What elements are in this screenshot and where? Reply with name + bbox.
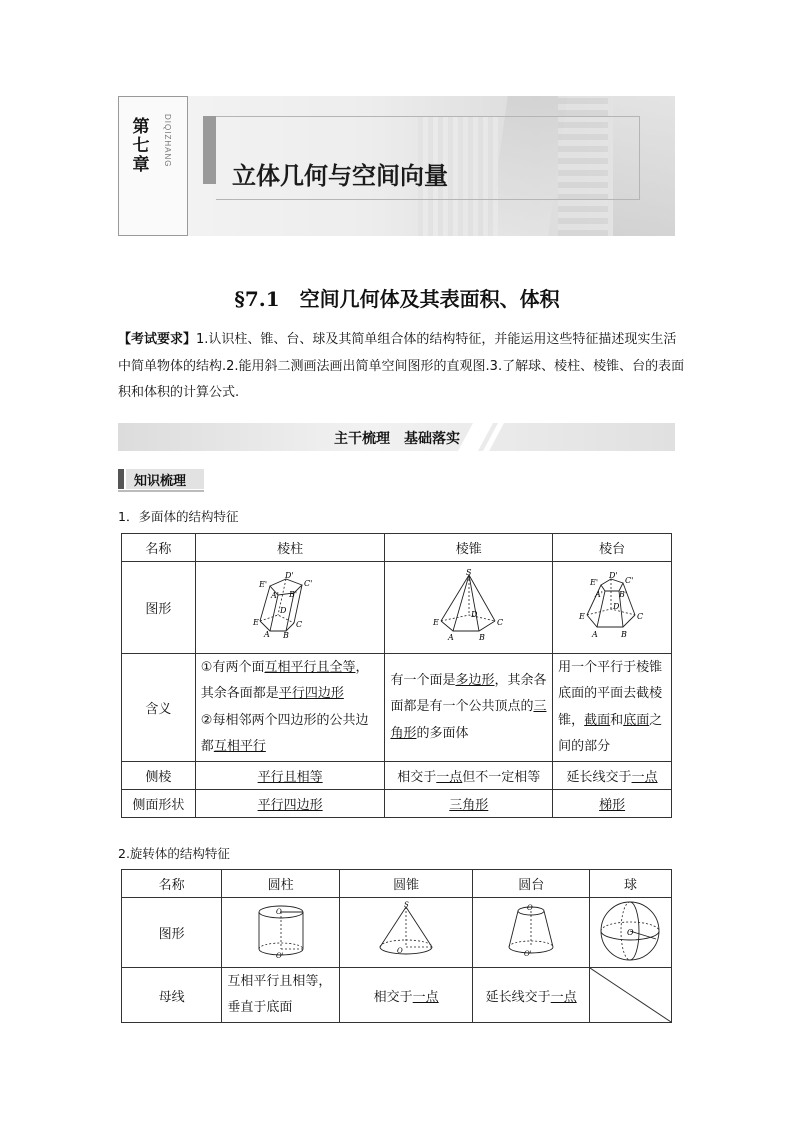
polyhedra-heading: 1．多面体的结构特征 [118,509,239,524]
knowledge-label: 知识梳理 [134,474,187,489]
frustum-figure-cell [553,562,672,654]
svg-text:C: C [496,617,503,627]
column-header: 球 [589,870,671,898]
text: ①有两个面 [200,659,265,675]
svg-text:D: D [280,605,287,615]
rotation-heading: 2.旋转体的结构特征 [118,846,230,861]
svg-text:A': A' [271,590,280,600]
svg-text:D': D' [285,570,294,580]
section-title: §7.1 空间几何体及其表面积、体积 [234,287,560,311]
answer-underline: 一点 [550,989,577,1005]
svg-text:C: C [296,619,303,629]
table-row [122,654,672,762]
svg-text:B: B [478,632,485,642]
knowledge-label-underline [118,490,204,492]
column-header: 名称 [122,534,196,562]
svg-text:O: O [397,946,403,955]
frustum-face [553,790,672,818]
answer-underline: 三角形 [390,699,547,741]
pyramid-figure [429,569,509,643]
pyramid-edge [385,762,553,790]
diagonal-slash [590,968,671,1022]
text: 延长线交于 [566,770,632,785]
answer-underline: 一点 [631,770,658,785]
text: 和 [610,712,624,728]
answer-underline: 平行四边形 [257,798,323,813]
svg-text:O: O [527,903,533,912]
answer-underline: 互相平行且全等 [264,659,356,675]
svg-text:E: E [432,617,439,627]
svg-text:B': B' [289,589,298,599]
table-row [122,790,672,818]
chapter-pinyin: DIQIZHANG [163,114,172,168]
svg-text:O': O' [524,949,532,958]
exam-requirements-text: 1.认识柱、锥、台、球及其简单组合体的结构特征，并能运用这些特征描述现实生活中简单物体的结构.2.能用斜二测画法画出简单空间图形的直观图.3.了解球、棱柱、棱锥、台的表面积和体积的计算公式. [118,332,685,400]
svg-text:C: C [637,611,644,621]
sphere-figure-cell [589,898,671,968]
svg-text:D: D [613,601,620,611]
prism-edge [195,762,385,790]
prism-figure-cell [195,562,385,654]
row-header: 母线 [122,968,222,1023]
pyramid-meaning [385,654,553,762]
table-row [122,562,672,654]
row-header: 图形 [122,898,222,968]
cone-figure [374,901,438,961]
table-row [122,762,672,790]
prism-figure [250,571,330,641]
text: 用一个平行于棱锥底面的平面去截棱锥， [558,659,663,728]
truncated-cone-figure [504,901,558,961]
sphere-generatrix-empty [589,968,671,1023]
row-header: 侧面形状 [122,790,196,818]
text: ，其余各面都是有一个公共顶点的 [390,672,547,715]
column-header: 棱锥 [385,534,553,562]
prism-face [195,790,385,818]
svg-text:C': C' [625,575,634,585]
svg-text:E: E [579,611,585,621]
svg-text:E': E' [259,579,268,589]
text: 相交于 [397,770,437,785]
chapter-accent-bar [203,116,216,184]
table-row [122,898,672,968]
svg-text:E': E' [590,577,599,587]
exam-requirements-tag: 【考试要求】 [118,332,197,347]
svg-text:A: A [592,629,598,639]
stripe-label: 主干梳理 基础落实 [334,431,460,447]
answer-underline: 截面 [584,712,611,728]
column-header: 圆柱 [222,870,340,898]
frustum-meaning [553,654,672,762]
svg-text:D': D' [609,570,618,580]
svg-text:A: A [264,629,270,639]
polyhedra-table [121,533,672,818]
column-header: 棱柱 [195,534,385,562]
frustum-edge [553,762,672,790]
answer-underline: 平行且相等 [257,770,323,785]
column-header: 圆台 [473,870,590,898]
answer-underline: 梯形 [599,798,626,813]
pyramid-face [385,790,553,818]
text: 延长线交于 [485,989,551,1005]
svg-text:C': C' [304,578,313,588]
answer-underline: 多边形 [455,672,495,688]
svg-text:S: S [404,900,409,909]
svg-text:O': O' [275,951,284,960]
sphere-figure [598,899,662,963]
pyramid-figure-cell [385,562,553,654]
table-row [122,968,672,1023]
answer-underline: 一点 [436,770,463,785]
knowledge-label-bar [118,469,124,489]
answer-underline: 一点 [412,989,439,1005]
row-header: 图形 [122,562,196,654]
column-header: 名称 [122,870,222,898]
row-header: 含义 [122,654,196,762]
svg-text:S: S [465,568,472,577]
text: 有一个面是 [390,672,456,688]
truncated-cone-figure-cell [473,898,590,968]
text: 但不一定相等 [462,770,541,785]
answer-underline: 三角形 [449,798,489,813]
prism-meaning [195,654,385,762]
svg-text:D: D [470,609,478,619]
text: 之间的部分 [558,712,663,754]
answer-underline: 平行四边形 [278,686,344,701]
table-row [122,534,672,562]
answer-underline: 互相平行 [213,739,266,754]
chapter-number: 第七章 [132,117,150,175]
frustum-figure [577,569,647,643]
chapter-title: 立体几何与空间向量 [232,162,448,190]
svg-text:E: E [253,617,259,627]
text: 相交于 [373,989,413,1005]
column-header: 圆锥 [339,870,472,898]
rotation-table [121,869,672,1023]
text: ②每相邻两个四边形的公共边都 [200,712,369,754]
cylinder-generatrix: 互相平行且相等，垂直于底面 [222,968,340,1023]
cone-generatrix [339,968,472,1023]
exam-requirements [118,327,688,407]
svg-text:A: A [447,632,454,642]
svg-text:O: O [627,927,635,937]
svg-text:B: B [621,629,627,639]
row-header: 侧棱 [122,762,196,790]
text: ，其余各面都是 [200,659,369,701]
cone-figure-cell [339,898,472,968]
svg-text:A': A' [595,589,604,599]
truncated-cone-generatrix [473,968,590,1023]
svg-text:B': B' [619,589,628,599]
svg-text:B: B [283,630,289,640]
cylinder-figure-cell [222,898,340,968]
text: 的多面体 [416,725,469,741]
svg-text:O: O [275,907,282,916]
answer-underline: 底面 [623,712,650,728]
cylinder-figure [251,901,311,961]
table-row [122,870,672,898]
column-header: 棱台 [553,534,672,562]
